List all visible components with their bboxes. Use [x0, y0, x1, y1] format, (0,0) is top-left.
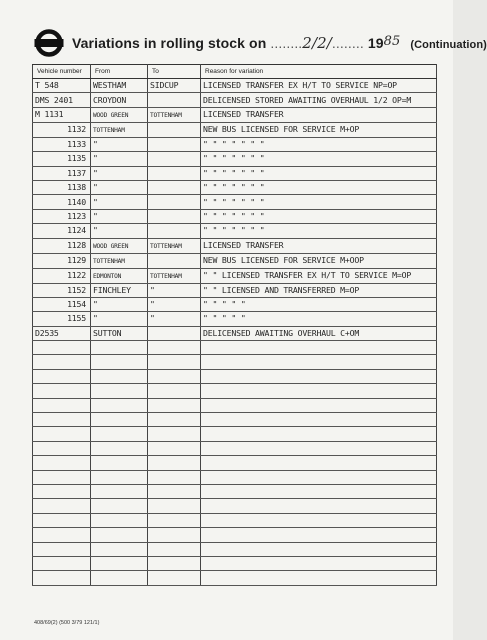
- vehicle-number-cell-text: 1123: [67, 210, 86, 221]
- blank-cell: [91, 384, 148, 398]
- from-cell: [91, 166, 148, 180]
- from-cell-text: ": [93, 210, 98, 221]
- to-cell: [148, 283, 201, 297]
- vehicle-number-cell: [33, 195, 91, 209]
- blank-cell: [91, 571, 148, 585]
- blank-cell: [201, 413, 437, 427]
- to-cell: [148, 195, 201, 209]
- reason-cell-text: " " " " " " ": [203, 167, 265, 178]
- from-cell: [91, 93, 148, 107]
- vehicle-number-cell: [33, 224, 91, 238]
- blank-cell: [148, 484, 201, 498]
- table-row: [33, 137, 437, 151]
- table-row: [33, 152, 437, 166]
- reason-cell-text: NEW BUS LICENSED FOR SERVICE M+OOP: [203, 255, 364, 266]
- blank-cell: [148, 499, 201, 513]
- to-cell: [148, 166, 201, 180]
- london-transport-roundel-icon: [34, 28, 64, 58]
- table-row: [33, 180, 437, 194]
- reason-cell-text: DELICENSED STORED AWAITING OVERHAUL 1/2 OP=M: [203, 94, 412, 105]
- reason-cell-text: " " " " " " ": [203, 196, 265, 207]
- reason-cell: [201, 253, 437, 268]
- blank-cell: [148, 441, 201, 455]
- table-row: [33, 253, 437, 268]
- blank-cell: [148, 456, 201, 470]
- reason-cell: [201, 122, 437, 137]
- from-cell: [91, 152, 148, 166]
- blank-cell: [91, 413, 148, 427]
- blank-table-row: [33, 470, 437, 484]
- blank-cell: [201, 556, 437, 570]
- reason-cell: [201, 209, 437, 223]
- blank-table-row: [33, 542, 437, 556]
- reason-cell-text: " " LICENSED TRANSFER EX H/T TO SERVICE M=OP: [203, 270, 412, 281]
- reason-cell: [201, 224, 437, 238]
- to-cell: [148, 224, 201, 238]
- blank-table-row: [33, 384, 437, 398]
- reason-cell-text: " " " " ": [203, 299, 246, 310]
- from-cell-text: ": [93, 225, 98, 236]
- vehicle-number-cell-text: 1135: [67, 153, 86, 164]
- blank-cell: [148, 413, 201, 427]
- vehicle-number-cell: [33, 93, 91, 107]
- table-row: [33, 195, 437, 209]
- table-row: [33, 283, 437, 297]
- blank-cell: [148, 427, 201, 441]
- vehicle-number-cell-text: 1124: [67, 225, 86, 236]
- from-cell: [91, 253, 148, 268]
- blank-cell: [148, 384, 201, 398]
- from-cell-text: ": [93, 299, 98, 310]
- from-cell: [91, 209, 148, 223]
- from-cell: [91, 79, 148, 93]
- to-cell-text: TOTTENHAM: [150, 111, 182, 119]
- reason-cell-text: " " " " " " ": [203, 225, 265, 236]
- blank-cell: [148, 571, 201, 585]
- vehicle-number-cell: [33, 122, 91, 137]
- continuation-label: (Continuation): [410, 39, 487, 51]
- blank-table-row: [33, 398, 437, 412]
- blank-cell: [201, 470, 437, 484]
- vehicle-number-cell-text: 1138: [67, 182, 86, 193]
- blank-cell: [201, 384, 437, 398]
- blank-cell: [201, 484, 437, 498]
- blank-cell: [201, 528, 437, 542]
- to-cell-text: TOTTENHAM: [150, 272, 182, 280]
- blank-table-row: [33, 427, 437, 441]
- col-header-reason: Reason for variation: [201, 65, 437, 79]
- to-cell: [148, 312, 201, 326]
- from-cell: [91, 312, 148, 326]
- table-header-row: [33, 65, 437, 79]
- page-title: [72, 34, 487, 52]
- blank-cell: [91, 427, 148, 441]
- blank-table-row: [33, 528, 437, 542]
- reason-cell: [201, 180, 437, 194]
- to-cell-text: ": [150, 299, 155, 310]
- from-cell-text: TOTTENHAM: [93, 257, 125, 265]
- col-header-to: To: [148, 65, 201, 79]
- from-cell: [91, 224, 148, 238]
- blank-cell: [91, 398, 148, 412]
- handwritten-date: 2/2/: [302, 34, 332, 52]
- table-row: [33, 238, 437, 253]
- reason-cell-text: LICENSED TRANSFER: [203, 109, 284, 120]
- reason-cell-text: DELICENSED AWAITING OVERHAUL C+OM: [203, 327, 360, 338]
- blank-cell: [148, 398, 201, 412]
- blank-cell: [148, 369, 201, 383]
- blank-table-row: [33, 499, 437, 513]
- blank-cell: [148, 513, 201, 527]
- blank-table-row: [33, 355, 437, 369]
- from-cell-text: ": [93, 182, 98, 193]
- vehicle-number-cell: [33, 209, 91, 223]
- table-row: [33, 107, 437, 122]
- blank-cell: [91, 556, 148, 570]
- blank-cell: [91, 484, 148, 498]
- blank-cell: [91, 441, 148, 455]
- reason-cell: [201, 326, 437, 340]
- vehicle-number-cell-text: 1132: [67, 124, 86, 135]
- reason-cell-text: " " LICENSED AND TRANSFERRED M=OP: [203, 284, 360, 295]
- blank-cell: [201, 355, 437, 369]
- vehicle-number-cell: [33, 268, 91, 283]
- from-cell: [91, 137, 148, 151]
- table-row: [33, 79, 437, 93]
- blank-cell: [148, 556, 201, 570]
- to-cell: [148, 297, 201, 311]
- handwritten-year: 85: [383, 34, 401, 49]
- blank-table-row: [33, 441, 437, 455]
- blank-table-row: [33, 556, 437, 570]
- blank-cell: [201, 341, 437, 355]
- blank-cell: [148, 528, 201, 542]
- to-cell: [148, 326, 201, 340]
- blank-cell: [201, 571, 437, 585]
- from-cell-text: ": [93, 313, 98, 324]
- blank-cell: [33, 413, 91, 427]
- reason-cell: [201, 79, 437, 93]
- form-header: [34, 28, 487, 58]
- vehicle-number-cell-text: 1152: [67, 284, 86, 295]
- reason-cell-text: " " " " ": [203, 313, 246, 324]
- to-cell-text: ": [150, 313, 155, 324]
- year-prefix: 19: [367, 35, 384, 51]
- form-code: 408/69(2) (500 3/79 121/1): [34, 620, 100, 626]
- from-cell-text: WESTHAM: [93, 80, 127, 91]
- date-dots-2: ........: [331, 35, 364, 51]
- blank-cell: [33, 542, 91, 556]
- vehicle-number-cell: [33, 137, 91, 151]
- reason-cell-text: LICENSED TRANSFER: [203, 240, 284, 251]
- to-cell: [148, 238, 201, 253]
- vehicle-number-cell: [33, 297, 91, 311]
- reason-cell: [201, 107, 437, 122]
- reason-cell: [201, 93, 437, 107]
- reason-cell: [201, 312, 437, 326]
- vehicle-number-cell-text: 1122: [67, 270, 86, 281]
- reason-cell-text: " " " " " " ": [203, 138, 265, 149]
- vehicle-number-cell: [33, 180, 91, 194]
- blank-cell: [33, 427, 91, 441]
- table-row: [33, 209, 437, 223]
- vehicle-number-cell: [33, 253, 91, 268]
- blank-table-row: [33, 341, 437, 355]
- reason-cell: [201, 297, 437, 311]
- vehicle-number-cell: [33, 238, 91, 253]
- blank-cell: [91, 369, 148, 383]
- blank-cell: [91, 542, 148, 556]
- date-dots: ........: [270, 35, 303, 51]
- blank-cell: [148, 341, 201, 355]
- to-cell: [148, 180, 201, 194]
- from-cell-text: CROYDON: [93, 94, 127, 105]
- from-cell-text: EDMONTON: [93, 272, 122, 280]
- vehicle-number-cell: [33, 326, 91, 340]
- to-cell-text: ": [150, 284, 155, 295]
- blank-table-row: [33, 484, 437, 498]
- to-cell-text: TOTTENHAM: [150, 242, 182, 250]
- blank-cell: [201, 513, 437, 527]
- blank-cell: [33, 484, 91, 498]
- blank-cell: [33, 556, 91, 570]
- from-cell-text: SUTTON: [93, 327, 122, 338]
- blank-cell: [201, 499, 437, 513]
- from-cell: [91, 107, 148, 122]
- reason-cell: [201, 268, 437, 283]
- vehicle-number-cell-text: D2535: [35, 327, 59, 338]
- vehicle-number-cell: [33, 152, 91, 166]
- blank-cell: [33, 456, 91, 470]
- vehicle-number-cell: [33, 79, 91, 93]
- vehicle-number-cell-text: 1137: [67, 167, 86, 178]
- from-cell: [91, 326, 148, 340]
- from-cell: [91, 268, 148, 283]
- blank-cell: [148, 355, 201, 369]
- reason-cell-text: " " " " " " ": [203, 210, 265, 221]
- blank-cell: [33, 355, 91, 369]
- blank-cell: [91, 341, 148, 355]
- blank-cell: [33, 384, 91, 398]
- reason-cell: [201, 137, 437, 151]
- blank-cell: [201, 369, 437, 383]
- reason-cell: [201, 238, 437, 253]
- blank-cell: [33, 528, 91, 542]
- blank-table-row: [33, 513, 437, 527]
- col-header-from: From: [91, 65, 148, 79]
- to-cell: [148, 122, 201, 137]
- vehicle-number-cell: [33, 312, 91, 326]
- col-header-vehicle: Vehicle number: [33, 65, 91, 79]
- reason-cell-text: " " " " " " ": [203, 182, 265, 193]
- blank-cell: [91, 470, 148, 484]
- from-cell: [91, 195, 148, 209]
- blank-cell: [33, 499, 91, 513]
- reason-cell-text: LICENSED TRANSFER EX H/T TO SERVICE NP=OP: [203, 80, 397, 91]
- blank-cell: [148, 470, 201, 484]
- table-body: [33, 79, 437, 586]
- vehicle-number-cell: [33, 166, 91, 180]
- to-cell: [148, 93, 201, 107]
- blank-cell: [91, 499, 148, 513]
- vehicle-number-cell-text: 1129: [67, 255, 86, 266]
- blank-cell: [33, 470, 91, 484]
- table-row: [33, 312, 437, 326]
- vehicle-number-cell: [33, 107, 91, 122]
- blank-cell: [91, 513, 148, 527]
- to-cell: [148, 79, 201, 93]
- blank-cell: [91, 355, 148, 369]
- from-cell: [91, 283, 148, 297]
- vehicle-number-cell-text: 1128: [67, 240, 86, 251]
- from-cell-text: WOOD GREEN: [93, 242, 129, 250]
- vehicle-number-cell-text: 1133: [67, 138, 86, 149]
- from-cell-text: ": [93, 196, 98, 207]
- blank-cell: [33, 571, 91, 585]
- blank-cell: [33, 513, 91, 527]
- blank-cell: [201, 427, 437, 441]
- from-cell-text: ": [93, 153, 98, 164]
- blank-cell: [201, 456, 437, 470]
- from-cell-text: ": [93, 167, 98, 178]
- reason-cell: [201, 195, 437, 209]
- blank-cell: [33, 341, 91, 355]
- blank-cell: [33, 369, 91, 383]
- from-cell: [91, 238, 148, 253]
- from-cell: [91, 122, 148, 137]
- reason-cell: [201, 166, 437, 180]
- blank-table-row: [33, 456, 437, 470]
- table-row: [33, 224, 437, 238]
- vehicle-number-cell-text: M 1131: [35, 109, 64, 120]
- blank-table-row: [33, 571, 437, 585]
- vehicle-number-cell-text: 1140: [67, 196, 86, 207]
- blank-cell: [148, 542, 201, 556]
- blank-cell: [201, 441, 437, 455]
- blank-cell: [91, 456, 148, 470]
- blank-cell: [33, 441, 91, 455]
- reason-cell: [201, 152, 437, 166]
- table-row: [33, 297, 437, 311]
- blank-table-row: [33, 369, 437, 383]
- blank-cell: [201, 398, 437, 412]
- table-row: [33, 166, 437, 180]
- vehicle-number-cell-text: 1154: [67, 299, 86, 310]
- to-cell: [148, 152, 201, 166]
- to-cell: [148, 209, 201, 223]
- vehicle-number-cell: [33, 283, 91, 297]
- from-cell: [91, 180, 148, 194]
- to-cell: [148, 107, 201, 122]
- table-row: [33, 122, 437, 137]
- rolling-stock-table: [32, 64, 437, 586]
- blank-table-row: [33, 413, 437, 427]
- to-cell: [148, 253, 201, 268]
- to-cell: [148, 137, 201, 151]
- to-cell-text: SIDCUP: [150, 80, 179, 91]
- blank-cell: [91, 528, 148, 542]
- title-text: Variations in rolling stock on: [72, 35, 267, 51]
- from-cell: [91, 297, 148, 311]
- from-cell-text: WOOD GREEN: [93, 111, 129, 119]
- from-cell-text: TOTTENHAM: [93, 126, 125, 134]
- vehicle-number-cell-text: T 548: [35, 80, 59, 91]
- to-cell: [148, 268, 201, 283]
- reason-cell-text: " " " " " " ": [203, 153, 265, 164]
- table-row: [33, 268, 437, 283]
- reason-cell: [201, 283, 437, 297]
- blank-cell: [201, 542, 437, 556]
- reason-cell-text: NEW BUS LICENSED FOR SERVICE M+OP: [203, 124, 360, 135]
- vehicle-number-cell-text: DMS 2401: [35, 94, 73, 105]
- table-row: [33, 93, 437, 107]
- vehicle-number-cell-text: 1155: [67, 313, 86, 324]
- blank-cell: [33, 398, 91, 412]
- from-cell-text: FINCHLEY: [93, 284, 131, 295]
- from-cell-text: ": [93, 138, 98, 149]
- table-row: [33, 326, 437, 340]
